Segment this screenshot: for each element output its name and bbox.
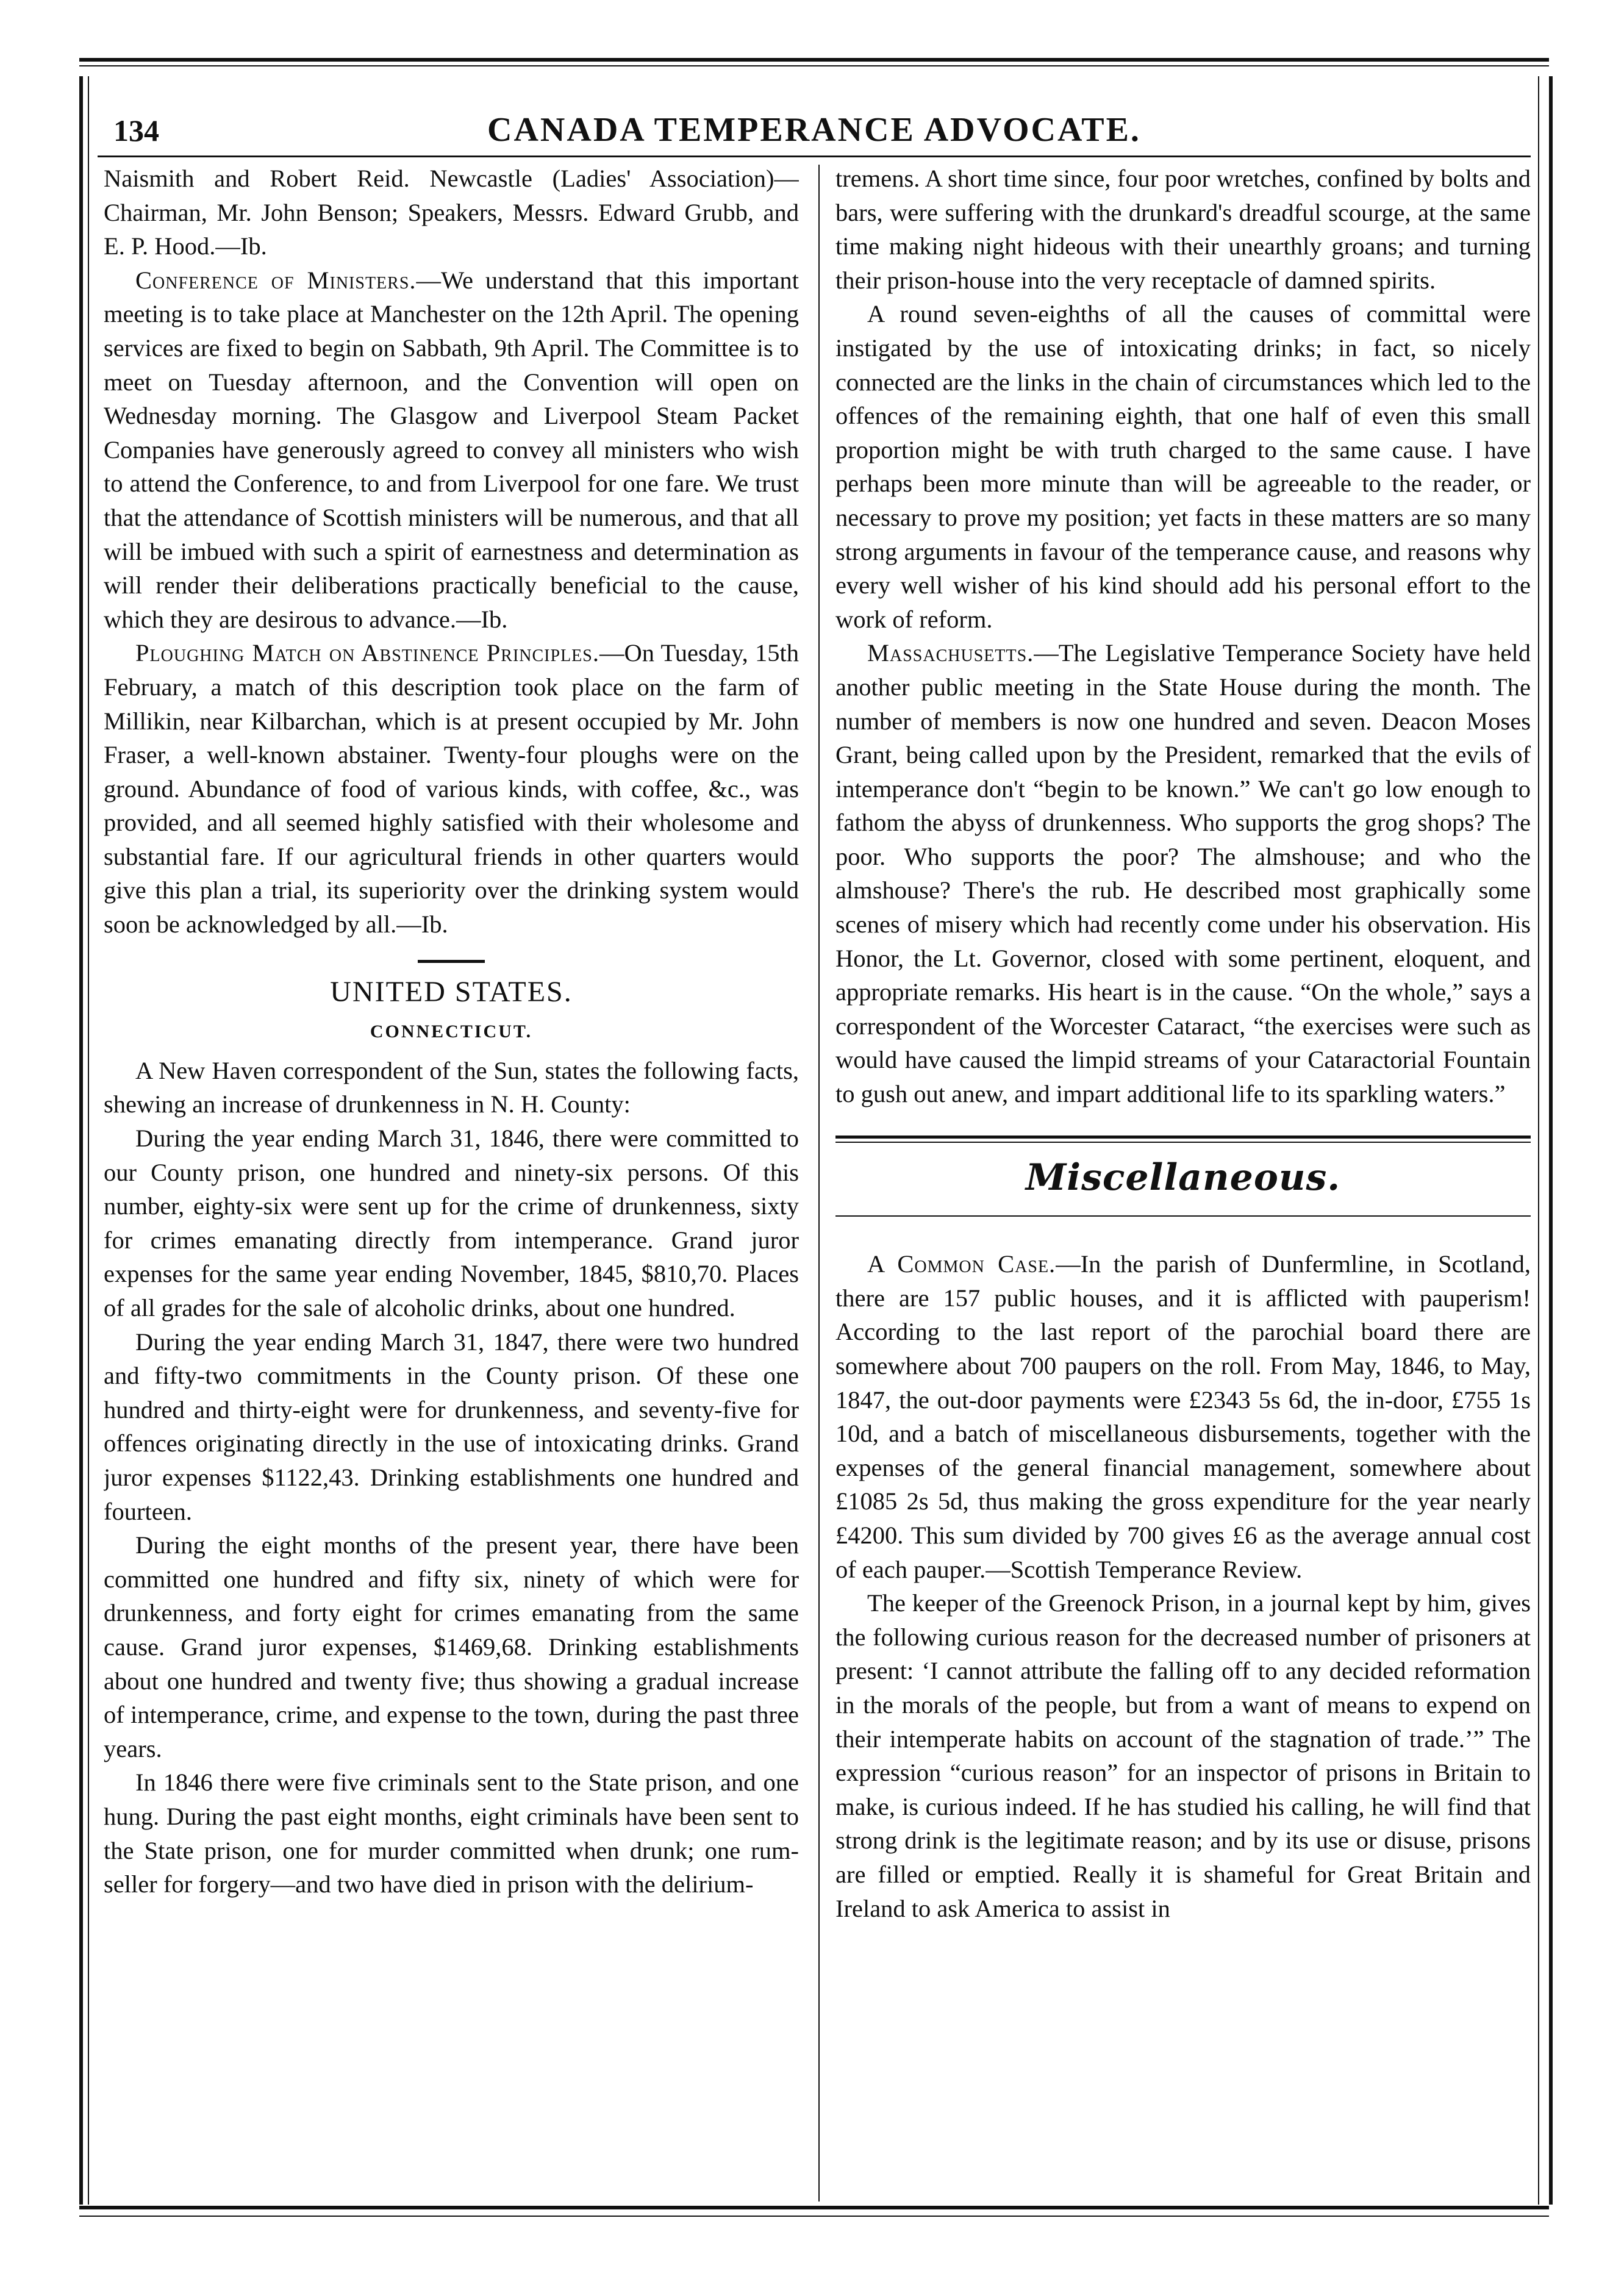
column-divider: [818, 165, 820, 2202]
paragraph-common-case: [835, 1247, 1531, 1586]
paragraph-text: —In the parish of Dunfermline, in Scotland, there are 157 public houses, and it is afflicted with pauperism! According to the last report of the parochial board there are somewhere about 700 paupers on the roll. From May, 1846, to May, 1847, the out-door payments were £2343 5s 6d, the in-door, £755 1s 10d, and a batch of miscellaneous disbursements, together with the expenses of the general financial management, somewhere about £1085 2s 5d, thus making the gross expenditure for the year nearly £4200. This sum divided by 700 gives £6 as the average annual cost of each pauper.—Scottish Temperance Review.: [835, 1250, 1531, 1583]
paragraph-eight-months: During the eight months of the present year, there have been committed one hundred and fifty six, ninety of which were for drunkenness, and forty eight for crimes emanating from the same cause. Grand juror expenses, $1469,68. Drinking establishments about one hundred and twenty five; thus showing a gradual increase of intemperance, crime, and expense to the town, during the past three years.: [104, 1531, 799, 1762]
paragraph-newcastle: Naismith and Robert Reid. Newcastle (Ladies' Association)—Chairman, Mr. John Benson; Speakers, Messrs. Edward Grubb, and E. P. Hood.—Ib.: [104, 165, 799, 260]
page-number: 134: [113, 113, 159, 148]
paragraph-1847-statistics: During the year ending March 31, 1847, there were two hundred and fifty-two commitments in the County prison. Of these one hundred and thirty-eight were for drunkenness, and seventy-five for offences originating directly in the use of intoxicating drinks. Grand juror expenses $1122,43. Drinking establishments one hundred and fourteen.: [104, 1328, 799, 1525]
bottom-rule: [79, 2206, 1549, 2209]
newspaper-page: [79, 58, 1549, 2223]
paragraph-causes-of-committal: A round seven-eighths of all the causes of committal were instigated by the use of intoxicating drinks; in fact, so nicely connected are the links in the chain of circumstances which led to the offences of the remaining eighth, that one half of even this small proportion might be with truth charged to the same cause. I have perhaps been more minute than will be agreeable to the reader, or necessary to prove my position; yet facts in these matters are so many strong arguments in favour of the temperance cause, and reasons why every well wisher of his kind should add his personal effort to the work of reform.: [835, 300, 1531, 633]
page-header: [98, 88, 1531, 157]
miscellaneous-bottom-rule: [835, 1215, 1531, 1217]
paragraph-state-prison: In 1846 there were five criminals sent to the State prison, and one hung. During the past eight months, eight criminals have been sent to the State prison, one for murder committed when drunk; one rum-seller for forgery—and two have died in prison with the delirium-: [104, 1769, 799, 1898]
right-column: [835, 162, 1531, 2192]
paragraph-heading: A Common Case.: [867, 1250, 1056, 1278]
section-divider-rule: [418, 960, 485, 963]
section-title-united-states: UNITED STATES.: [330, 975, 573, 1008]
subsection-title-connecticut: CONNECTICUT.: [370, 1021, 533, 1042]
paragraph-ploughing-match: [104, 636, 799, 941]
thin-rule: [835, 1142, 1531, 1143]
top-rule: [79, 58, 1549, 62]
paragraph-text: —On Tuesday, 15th February, a match of this description took place on the farm of Millikin, near Kilbarchan, which is at present occupied by Mr. John Fraser, a well-known abstainer. Twenty-four ploughs were on the ground. Abundance of food of various kinds, with coffee, &c., was provided, and all seemed highly satisfied with their wholesome and substantial fare. If our agricultural friends in other quarters would give this plan a trial, its superiority over the drinking system would soon be acknowledged by all.—Ib.: [104, 639, 799, 939]
paragraph-heading: Ploughing Match on Abstinence Principles.: [135, 639, 599, 667]
left-column: [104, 162, 799, 2192]
thick-rule: [835, 1136, 1531, 1139]
paragraph-text: —The Legislative Temperance Society have held another public meeting in the State House during the month. The number of members is now one hundred and seven. Deacon Moses Grant, being called upon by the President, remarked that the evils of intemperance don't “begin to be known.” We can't go low enough to fathom the abyss of drunkenness. Who supports the grog shops? The poor. Who supports the poor? The almshouse; and who the almshouse? There's the rub. He described most graphically some scenes of misery which had recently come under his observation. His Honor, the Lt. Governor, closed with some pertinent, eloquent, and appropriate remarks. His heart is in the cause. “On the whole,” says a correspondent of the Worcester Cataract, “the exercises were such as would have caused the limpid streams of your Cataractorial Fountain to gush out anew, and impart additional life to its sparkling waters.”: [835, 639, 1531, 1108]
paragraph-massachusetts: [835, 636, 1531, 1111]
paragraph-new-haven-intro: A New Haven correspondent of the Sun, states the following facts, shewing an increase of drunkenness in N. H. County:: [104, 1056, 799, 1118]
paragraph-1846-statistics: During the year ending March 31, 1846, there were committed to our County prison, one hundred and ninety-six persons. Of this number, eighty-six were sent up for the crime of drunkenness, sixty for crimes emanating directly from intemperance. Grand juror expenses for the same year ending November, 1845, $810,70. Places of all grades for the sale of alcoholic drinks, about one hundred.: [104, 1125, 799, 1322]
section-title-miscellaneous: Miscellaneous.: [1025, 1156, 1341, 1199]
paragraph-heading: Conference of Ministers.: [135, 266, 417, 294]
paragraph-heading: Massachusetts.: [867, 639, 1034, 667]
miscellaneous-top-rules: [835, 1136, 1531, 1143]
paragraph-delirium-tremens: tremens. A short time since, four poor wretches, confined by bolts and bars, were suffering with the drunkard's dreadful scourge, at the same time making night hideous with their unearthly groans; and turning their prison-house into the very receptacle of damned spirits.: [835, 165, 1531, 294]
bottom-rule-thin: [79, 2216, 1549, 2217]
running-title: CANADA TEMPERANCE ADVOCATE.: [487, 111, 1141, 149]
paragraph-text: —We understand that this important meeting is to take place at Manchester on the 12th April. The opening services are fixed to begin on Sabbath, 9th April. The Committee is to meet on Tuesday afternoon, and the Convention will open on Wednesday morning. The Glasgow and Liverpool Steam Packet Companies have generously agreed to convey all ministers who wish to attend the Conference, to and from Liverpool for one fare. We trust that the attendance of Scottish ministers will be numerous, and that all will be imbued with such a spirit of earnestness and determination as will render their deliberations practically beneficial to the cause, which they are desirous to advance.—Ib.: [104, 266, 799, 633]
top-rule-thin: [79, 65, 1549, 66]
paragraph-greenock-prison: The keeper of the Greenock Prison, in a journal kept by him, gives the following curious reason for the decreased number of prisoners at present: ‘I cannot attribute the falling off to any decided reformation in the morals of the people, but from a want of means to expend on their intemperate habits on account of the stagnation of trade.’” The expression “curious reason” for an inspector of prisons in Britain to make, is curious indeed. If he has studied his calling, he will find that strong drink is the legitimate reason; and by its use or disuse, prisons are filled or emptied. Really it is shameful for Great Britain and Ireland to ask America to assist in: [835, 1589, 1531, 1922]
paragraph-conference-of-ministers: [104, 263, 799, 637]
